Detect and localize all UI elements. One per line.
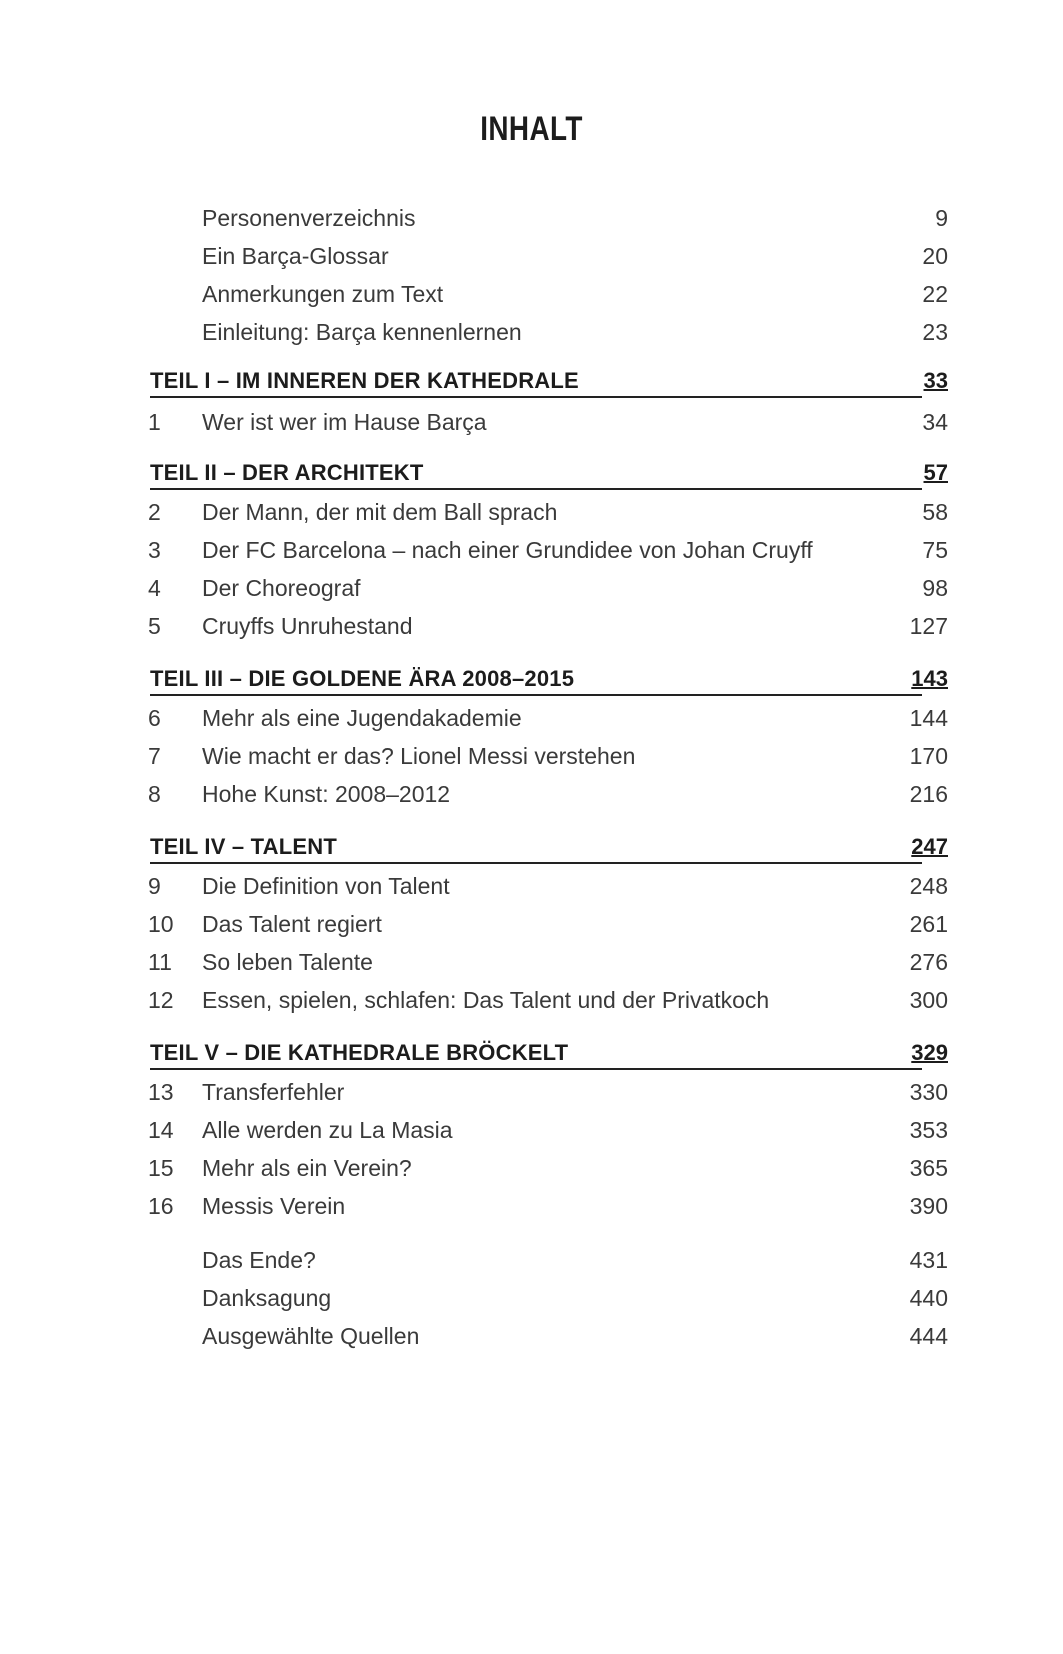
entry-page: 431 <box>909 1247 948 1273</box>
entry-page: 20 <box>922 243 948 269</box>
chapter-title: Der Choreograf <box>202 575 361 601</box>
chapter-number: 1 <box>148 409 161 435</box>
chapter-title: Der Mann, der mit dem Ball sprach <box>202 499 558 525</box>
chapter-number: 2 <box>148 499 161 525</box>
chapter-number: 7 <box>148 743 161 769</box>
chapter-entry <box>148 496 948 528</box>
toc-entry-back <box>148 1244 948 1276</box>
chapter-title: Die Definition von Talent <box>202 873 450 899</box>
chapter-title: Hohe Kunst: 2008–2012 <box>202 781 451 807</box>
chapter-number: 9 <box>148 873 161 899</box>
toc-entry-front <box>148 202 948 234</box>
part-page: 143 <box>911 666 948 691</box>
chapter-number: 10 <box>148 911 174 937</box>
chapter-entry <box>148 1114 948 1146</box>
toc-entry-front <box>148 316 948 348</box>
entry-page: 22 <box>922 281 948 307</box>
chapter-entry <box>148 406 948 438</box>
chapter-title: Cruyffs Unruhestand <box>202 613 413 639</box>
chapter-number: 8 <box>148 781 161 807</box>
entry-label: Einleitung: Barça kennenlernen <box>202 319 522 345</box>
chapter-number: 6 <box>148 705 161 731</box>
toc-entry-front <box>148 278 948 310</box>
chapter-entry <box>148 946 948 978</box>
chapter-page: 330 <box>909 1079 948 1105</box>
chapter-title: Messis Verein <box>202 1193 346 1219</box>
chapter-number: 16 <box>148 1193 174 1219</box>
chapter-title: Transferfehler <box>202 1079 345 1105</box>
chapter-entry <box>148 1190 948 1222</box>
chapter-page: 127 <box>909 613 948 639</box>
part-page: 33 <box>923 368 948 393</box>
part-rule <box>150 488 922 490</box>
part-heading <box>150 458 948 492</box>
part-heading <box>150 366 948 400</box>
part-heading <box>150 832 948 866</box>
chapter-number: 15 <box>148 1155 174 1181</box>
entry-label: Ein Barça-Glossar <box>202 243 389 269</box>
chapter-page: 300 <box>909 987 948 1013</box>
chapter-entry <box>148 1076 948 1108</box>
chapter-page: 75 <box>922 537 948 563</box>
chapter-entry <box>148 870 948 902</box>
entry-label: Danksagung <box>202 1285 332 1311</box>
chapter-page: 170 <box>909 743 948 769</box>
part-label: TEIL IV – TALENT <box>150 834 337 859</box>
part-page: 247 <box>911 834 948 859</box>
chapter-page: 365 <box>909 1155 948 1181</box>
chapter-page: 34 <box>922 409 948 435</box>
part-rule <box>150 862 922 864</box>
chapter-number: 13 <box>148 1079 174 1105</box>
part-label: TEIL I – IM INNEREN DER KATHEDRALE <box>150 368 579 393</box>
chapter-number: 14 <box>148 1117 174 1143</box>
chapter-number: 3 <box>148 537 161 563</box>
chapter-number: 12 <box>148 987 174 1013</box>
chapter-title: Das Talent regiert <box>202 911 382 937</box>
chapter-entry <box>148 778 948 810</box>
part-heading <box>150 1038 948 1072</box>
chapter-page: 58 <box>922 499 948 525</box>
entry-page: 444 <box>909 1323 948 1349</box>
chapter-number: 11 <box>148 949 172 975</box>
page-title: INHALT <box>480 110 583 148</box>
part-page: 57 <box>923 460 948 485</box>
toc-entry-back <box>148 1320 948 1352</box>
entry-page: 23 <box>922 319 948 345</box>
chapter-entry <box>148 534 948 566</box>
entry-label: Das Ende? <box>202 1247 316 1273</box>
entry-label: Ausgewählte Quellen <box>202 1323 420 1349</box>
chapter-number: 5 <box>148 613 161 639</box>
chapter-title: Wie macht er das? Lionel Messi verstehen <box>202 743 636 769</box>
part-heading <box>150 664 948 698</box>
chapter-page: 390 <box>909 1193 948 1219</box>
chapter-number: 4 <box>148 575 161 601</box>
part-label: TEIL V – DIE KATHEDRALE BRÖCKELT <box>150 1040 569 1065</box>
chapter-title: Mehr als ein Verein? <box>202 1155 412 1181</box>
chapter-entry <box>148 610 948 642</box>
chapter-page: 98 <box>922 575 948 601</box>
entry-page: 9 <box>935 205 948 231</box>
chapter-title: Essen, spielen, schlafen: Das Talent und der Privatkoch <box>202 987 770 1013</box>
toc-entry-front <box>148 240 948 272</box>
chapter-entry <box>148 572 948 604</box>
chapter-title: Mehr als eine Jugendakademie <box>202 705 522 731</box>
chapter-page: 144 <box>909 705 948 731</box>
toc-entry-back <box>148 1282 948 1314</box>
part-rule <box>150 396 922 398</box>
chapter-entry <box>148 984 948 1016</box>
entry-label: Personenverzeichnis <box>202 205 416 231</box>
part-label: TEIL III – DIE GOLDENE ÄRA 2008–2015 <box>150 666 575 691</box>
entry-label: Anmerkungen zum Text <box>202 281 444 307</box>
part-page: 329 <box>911 1040 948 1065</box>
chapter-page: 248 <box>909 873 948 899</box>
chapter-entry <box>148 1152 948 1184</box>
entry-page: 440 <box>909 1285 948 1311</box>
part-label: TEIL II – DER ARCHITEKT <box>150 460 424 485</box>
chapter-entry <box>148 908 948 940</box>
chapter-entry <box>148 740 948 772</box>
chapter-title: Wer ist wer im Hause Barça <box>202 409 487 435</box>
chapter-title: So leben Talente <box>202 949 373 975</box>
part-rule <box>150 1068 922 1070</box>
chapter-page: 276 <box>909 949 948 975</box>
chapter-page: 261 <box>909 911 948 937</box>
chapter-title: Alle werden zu La Masia <box>202 1117 453 1143</box>
chapter-page: 353 <box>909 1117 948 1143</box>
part-rule <box>150 694 922 696</box>
chapter-title: Der FC Barcelona – nach einer Grundidee von Johan Cruyff <box>202 537 813 563</box>
chapter-page: 216 <box>909 781 948 807</box>
chapter-entry <box>148 702 948 734</box>
